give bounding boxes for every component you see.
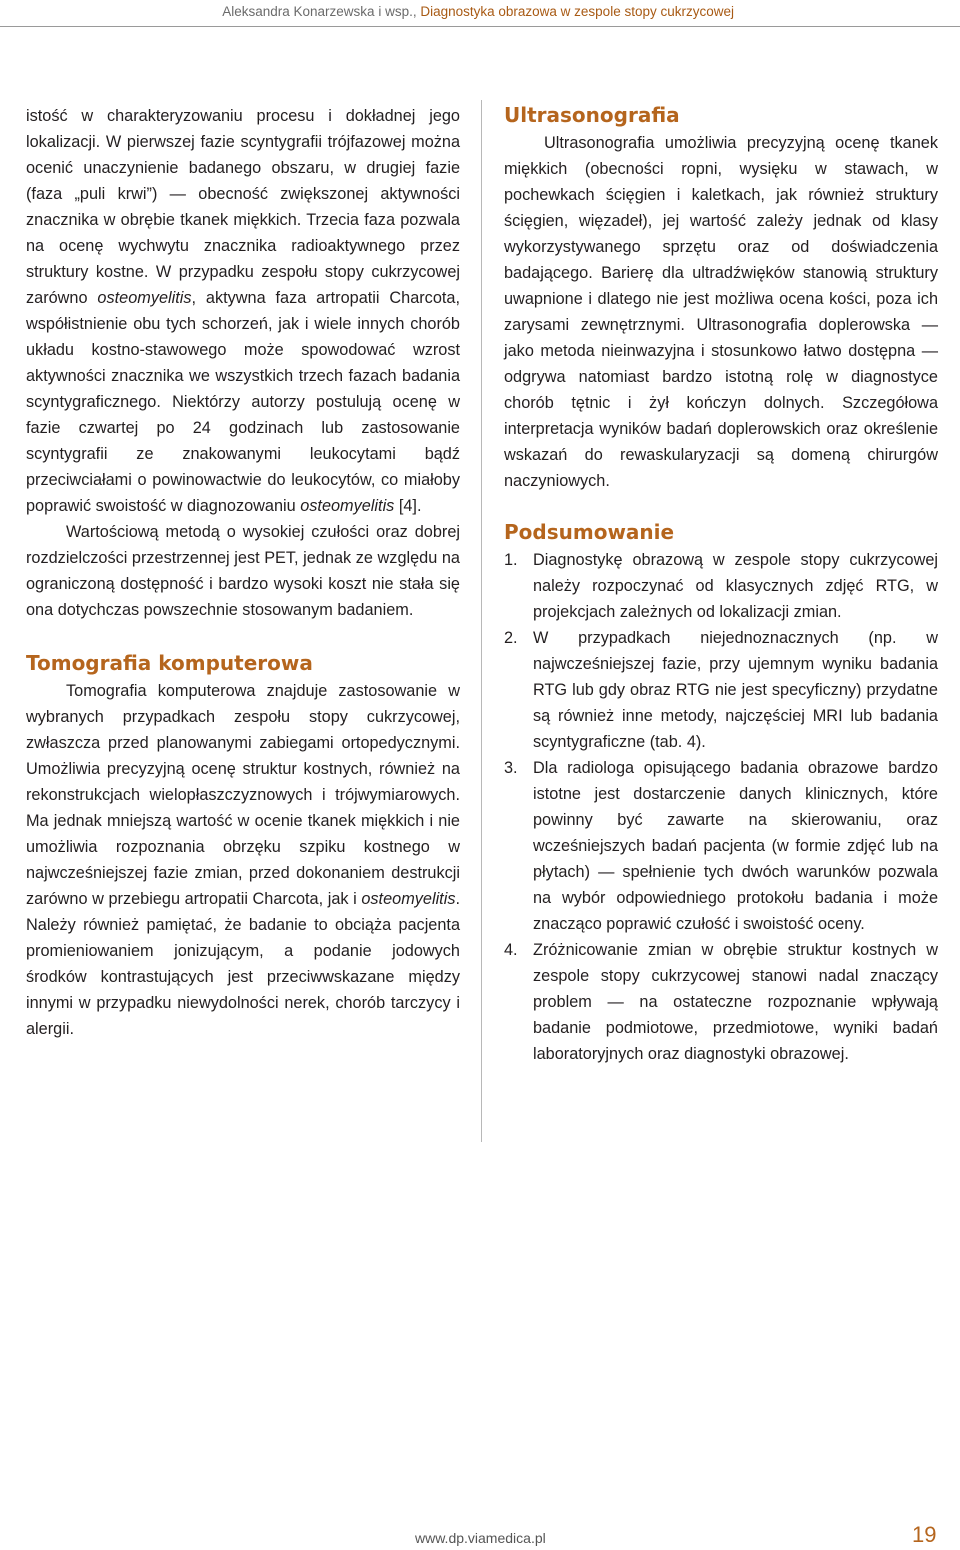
- list-number: 2.: [504, 629, 518, 647]
- list-item: [504, 755, 938, 937]
- list-number: 1.: [504, 551, 518, 569]
- text-run: Tomografia komputerowa znajduje zastosowanie w wybranych przypadkach zespołu stopy cukrzycowej, zwłaszcza przed planowanymi zabiegami ortopedycznymi. Umożliwia precyzyjną ocenę struktur kostnych, również na rekonstrukcjach wielopłaszczyznowych i trójwymiarowych. Ma jednak mniejszą wartość w ocenie tkanek miękkich i nie umożliwia rozpoznania obrzęku szpiku kostnego w najwcześniejszej fazie zmian, przed dokonaniem destrukcji zarówno w przebiegu artropatii Charcota, jak i: [26, 682, 460, 908]
- page-number: 19: [912, 1522, 937, 1547]
- list-number: 4.: [504, 941, 518, 959]
- right-column: [504, 100, 938, 1067]
- text-run: istość w charakteryzowaniu procesu i dokładnej jego lokalizacji. W pierwszej fazie scyntygrafii trójfazowej można ocenić unaczynienie badanego obszaru, w drugiej fazie (faza „puli krwi”) — obecność zwiększonej aktywności znacznika w obrębie tkanek miękkich. Trzecia faza pozwala na ocenę wychwytu znacznika radioaktywnego przez struktury kostne. W przypadku zespołu stopy cukrzycowej zarówno: [26, 107, 460, 307]
- text-run: , aktywna faza artropatii Charcota, współistnienie obu tych schorzeń, jak i wiele innych chorób układu kostno-stawowego może spowodować wzrost aktywności znacznika we wszystkich trzech fazach badania scyntygraficznego. Niektórzy autorzy postulują ocenę w fazie czwartej po 24 godzinach lub zastosowanie scyntygrafii ze znakowanymi leukocytami bądź przeciwciałami o powinowactwie do leukocytów, co miałoby poprawić swoistość w diagnozowaniu: [26, 289, 460, 515]
- list-text: Zróżnicowanie zmian w obrębie struktur kostnych w zespole stopy cukrzycowej stanowi nadal znaczący problem — na ostateczne rozpoznanie wpływają badanie podmiotowe, przedmiotowe, wyniki badań laboratoryjnych oraz diagnostyki obrazowej.: [533, 941, 938, 1063]
- list-text: Diagnostykę obrazową w zespole stopy cukrzycowej należy rozpoczynać od klasycznych zdjęć RTG, w projekcjach zależnych od lokalizacji zmian.: [533, 551, 938, 621]
- list-text: W przypadkach niejednoznacznych (np. w najwcześniejszej fazie, przy ujemnym wyniku badania RTG lub gdy obraz RTG nie jest specyficzny) przydatne są również inne metody, najczęściej MRI lub badania scyntygraficzne (tab. 4).: [533, 629, 938, 751]
- paragraph-pet: Wartościową metodą o wysokiej czułości oraz dobrej rozdzielczości przestrzennej jest PET, jednak ze względu na ograniczoną dostępność i bardzo wysoki koszt nie stała się ona dotychczas powszechnie stosowanym badaniem.: [26, 523, 460, 619]
- term-osteomyelitis: osteomyelitis: [300, 497, 395, 515]
- list-item: [504, 625, 938, 755]
- running-head: [222, 3, 734, 21]
- header-rule: [0, 26, 960, 27]
- summary-list: [504, 547, 938, 1067]
- paragraph-ultrasound: Ultrasonografia umożliwia precyzyjną ocenę tkanek miękkich (obecności ropni, wysięku w stawach, w pochewkach ścięgien i kaletkach, jak również struktury ścięgien, więzadeł), jej wartość zależy jednak od klasy wykorzystywanego sprzętu oraz od doświadczenia badającego. Barierę dla ultradźwięków stanowią struktury uwapnione i dlatego nie jest możliwa ocena kości, poza ich zarysami zewnętrznymi. Ultrasonografia doplerowska — jako metoda nieinwazyjna i stosunkowo łatwo dostępna — odgrywa natomiast bardzo istotną rolę w diagnostyce chorób tętnic i żył kończyn dolnych. Szczegółowa interpretacja wyników badań doplerowskich oraz określenie wskazań do rewaskularyzacji są domeną chirurgów naczyniowych.: [504, 134, 938, 490]
- heading-ultrasonografia: Ultrasonografia: [504, 103, 680, 127]
- list-item: [504, 547, 938, 625]
- text-run: . Należy również pamiętać, że badanie to obciąża pacjenta promieniowaniem jonizującym, a podanie jodowych środków kontrastujących jest przeciwwskazane między innymi w przypadku niewydolności nerek, chorób tarczycy i alergii.: [26, 890, 460, 1038]
- paragraph-scintigraphy: [26, 103, 460, 519]
- heading-tomografia-komputerowa: Tomografia komputerowa: [26, 651, 313, 675]
- text-run: [4].: [394, 497, 422, 515]
- term-osteomyelitis: osteomyelitis: [97, 289, 192, 307]
- column-divider: [481, 100, 482, 1142]
- list-number: 3.: [504, 759, 518, 777]
- list-item: [504, 937, 938, 1067]
- list-text: Dla radiologa opisującego badania obrazowe bardzo istotne jest dostarczenie danych klinicznych, które powinny być zawarte na skierowaniu, oraz wcześniejszych badań pacjenta (w formie zdjęć lub na płytach) — spełnienie tych dwóch warunków pozwala na wybór odpowiedniego protokołu badania i może znacząco poprawić czułość i swoistość oceny.: [533, 759, 938, 933]
- running-head-title: Diagnostyka obrazowa w zespole stopy cukrzycowej: [420, 4, 734, 19]
- term-osteomyelitis: osteomyelitis: [361, 890, 456, 908]
- paragraph-ct: [26, 678, 460, 1042]
- heading-podsumowanie: Podsumowanie: [504, 520, 675, 544]
- footer-url: www.dp.viamedica.pl: [415, 1530, 546, 1546]
- running-head-authors: Aleksandra Konarzewska i wsp.,: [222, 4, 417, 19]
- left-column: [26, 103, 460, 1042]
